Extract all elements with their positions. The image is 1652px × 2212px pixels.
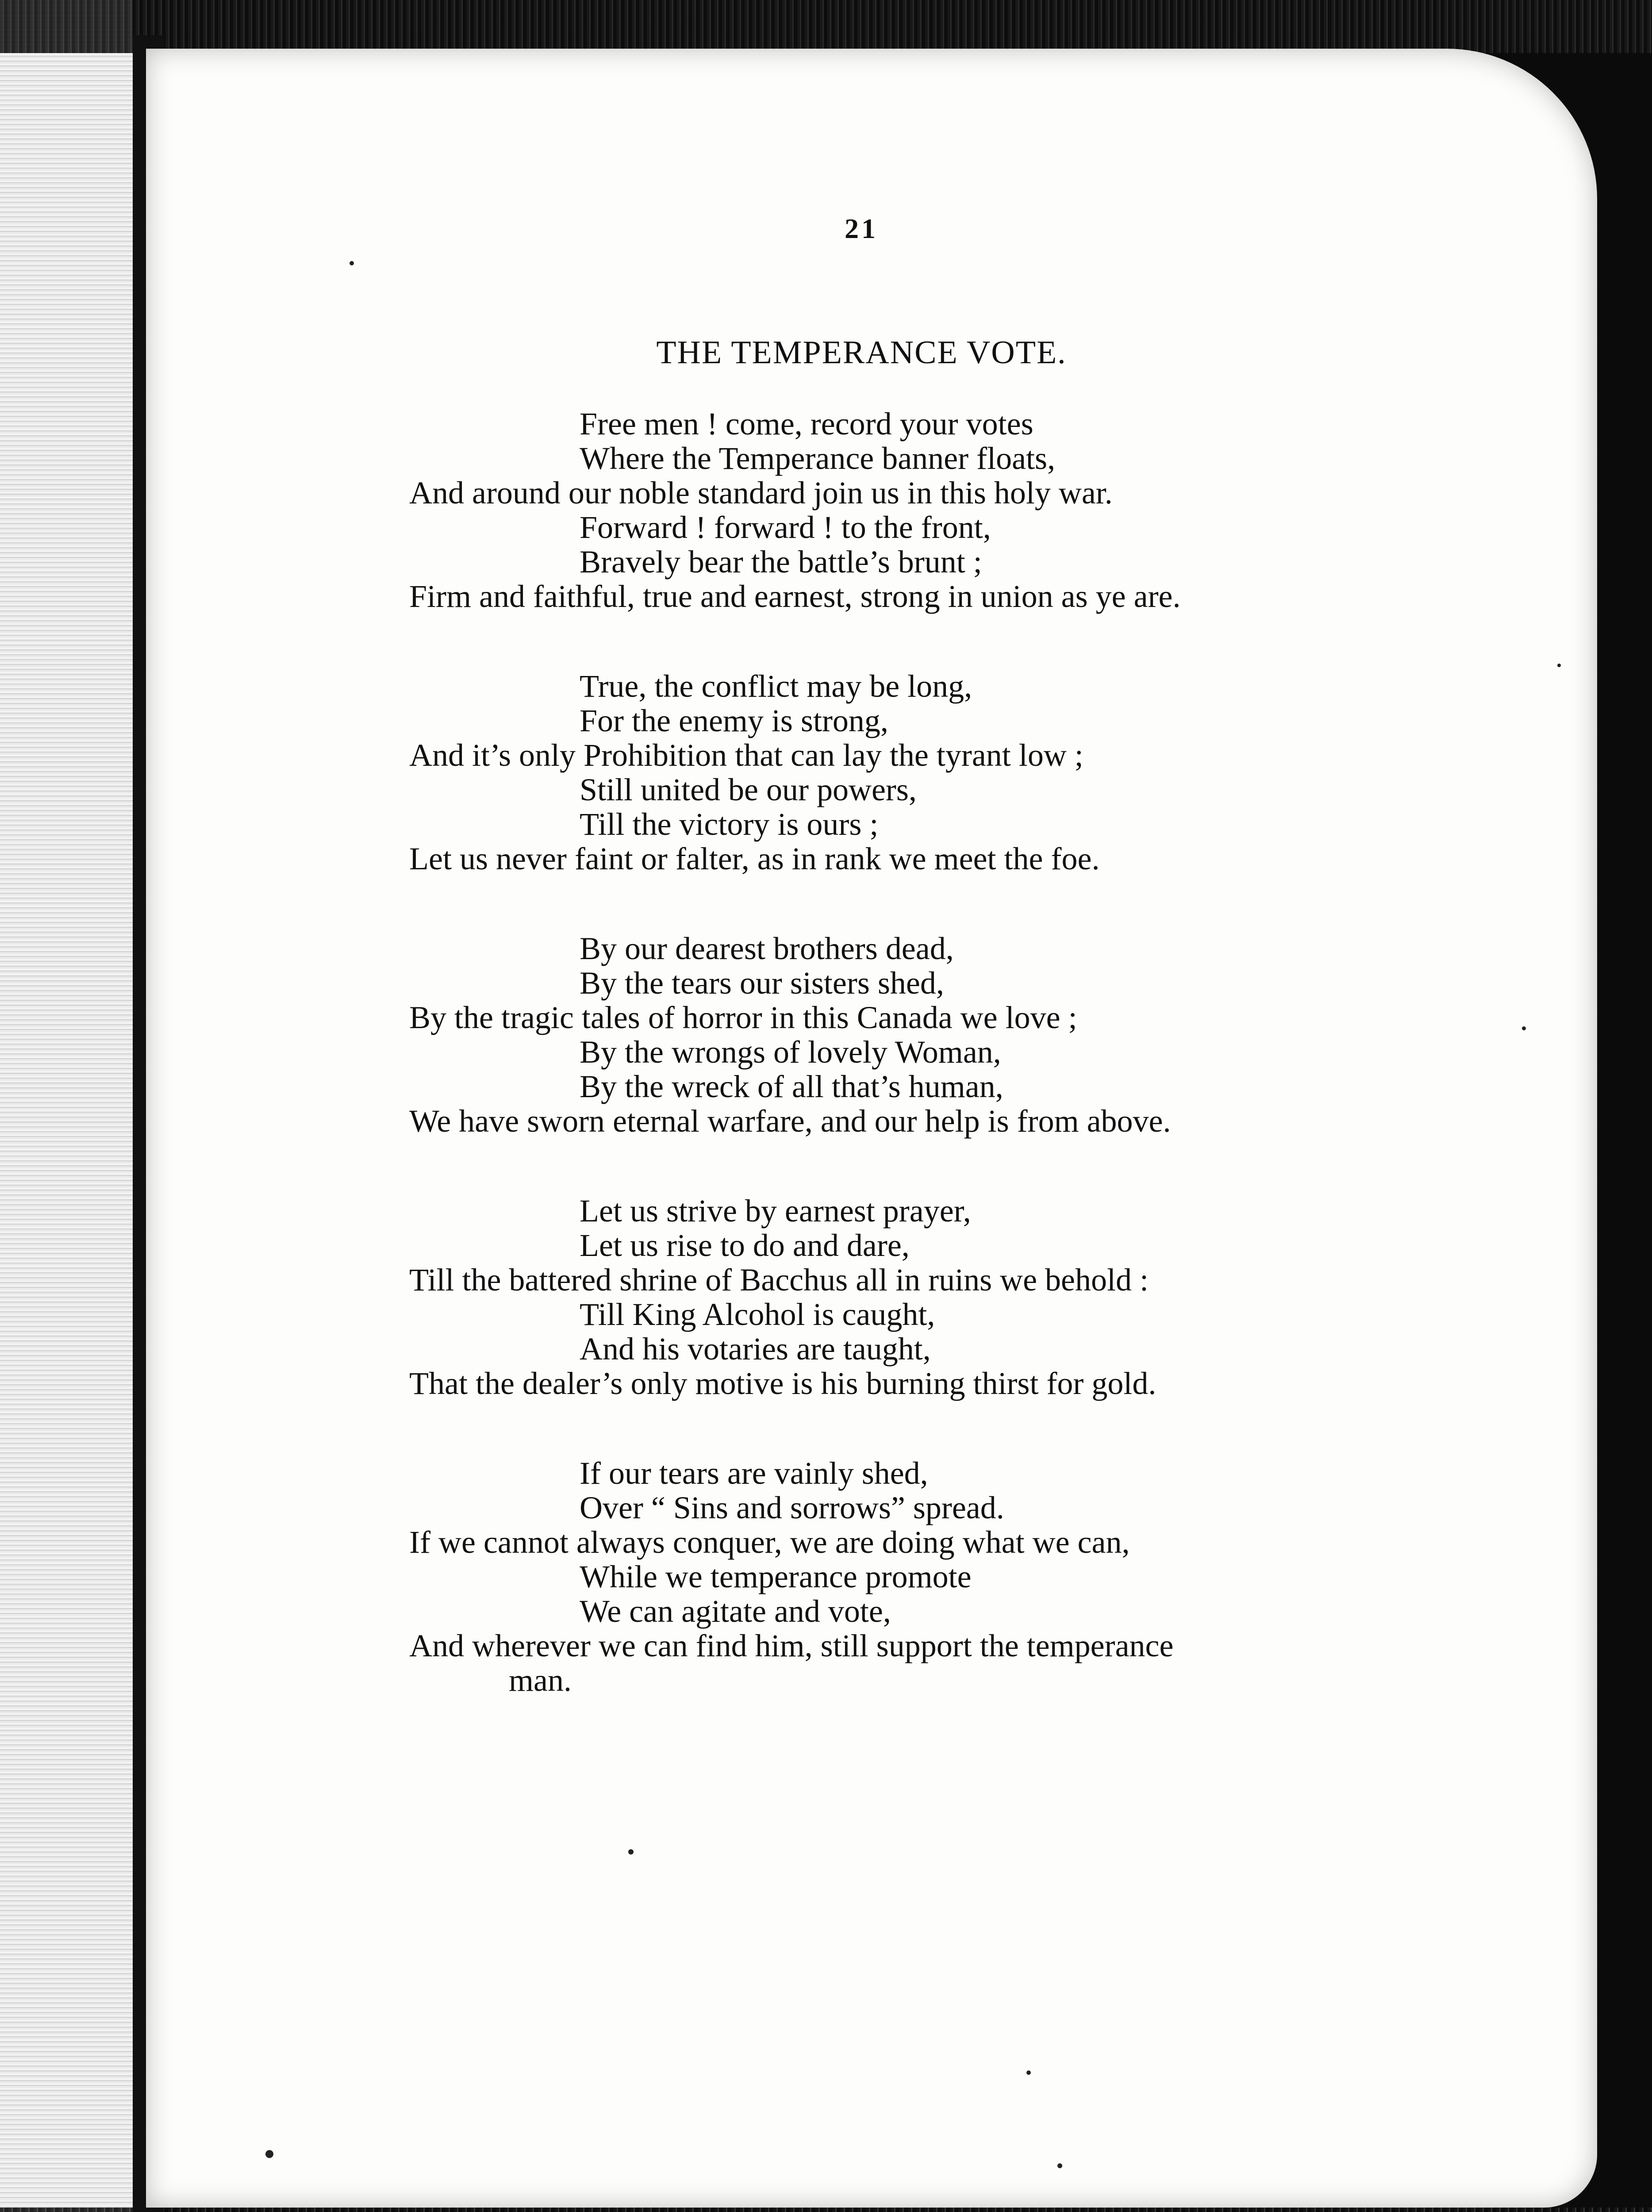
poem-line: Free men ! come, record your votes [580, 406, 1033, 442]
poem-line: By the tragic tales of horror in this Canada we love ; [409, 1000, 1077, 1035]
poem-line: Till the battered shrine of Bacchus all in ruins we behold : [409, 1262, 1149, 1298]
poem-line: man. [509, 1663, 572, 1698]
poem-line: We can agitate and vote, [580, 1594, 891, 1629]
poem-line: Let us never faint or falter, as in rank we meet the foe. [409, 841, 1100, 876]
scan-speck [265, 2150, 273, 2158]
poem-line: And his votaries are taught, [580, 1331, 931, 1367]
poem-line: Over “ Sins and sorrows” spread. [580, 1490, 1004, 1525]
scan-speck [1557, 664, 1561, 667]
poem-line: By the tears our sisters shed, [580, 965, 944, 1001]
poem-line: We have sworn eternal warfare, and our help is from above. [409, 1103, 1171, 1139]
poem-line: True, the conflict may be long, [580, 668, 972, 704]
poem-line: Till the victory is ours ; [580, 806, 879, 842]
scan-speck [628, 1849, 634, 1855]
scan-speck [1026, 2070, 1031, 2075]
poem-line: Bravely bear the battle’s brunt ; [580, 544, 982, 580]
poem-line: By our dearest brothers dead, [580, 931, 954, 966]
poem-line: That the dealer’s only motive is his burning thirst for gold. [409, 1366, 1156, 1401]
poem-line: Still united be our powers, [580, 772, 917, 807]
poem-line: Forward ! forward ! to the front, [580, 510, 991, 545]
poem-line: If our tears are vainly shed, [580, 1455, 928, 1491]
poem-line: And wherever we can find him, still support the temperance [409, 1628, 1174, 1663]
poem-line: While we temperance promote [580, 1559, 972, 1594]
scan-speck [350, 261, 354, 265]
poem-line: By the wrongs of lovely Woman, [580, 1034, 1001, 1070]
scan-speck [1522, 1026, 1526, 1030]
poem-line: Till King Alcohol is caught, [580, 1297, 935, 1332]
poem-line: Firm and faithful, true and earnest, strong in union as ye are. [409, 579, 1181, 614]
poem-line: And it’s only Prohibition that can lay the tyrant low ; [409, 737, 1083, 773]
scan-speck [1057, 2163, 1062, 2168]
poem-line: Let us strive by earnest prayer, [580, 1193, 971, 1229]
poem-line: Where the Temperance banner floats, [580, 441, 1056, 476]
poem-line: By the wreck of all that’s human, [580, 1069, 1003, 1104]
poem-line: And around our noble standard join us in this holy war. [409, 475, 1113, 511]
poem-title: THE TEMPERANCE VOTE. [656, 334, 1067, 371]
poem-line: For the enemy is strong, [580, 703, 888, 738]
poem-line: Let us rise to do and dare, [580, 1228, 910, 1263]
page-number: 21 [845, 213, 878, 244]
poem-line: If we cannot always conquer, we are doing what we can, [409, 1525, 1130, 1560]
